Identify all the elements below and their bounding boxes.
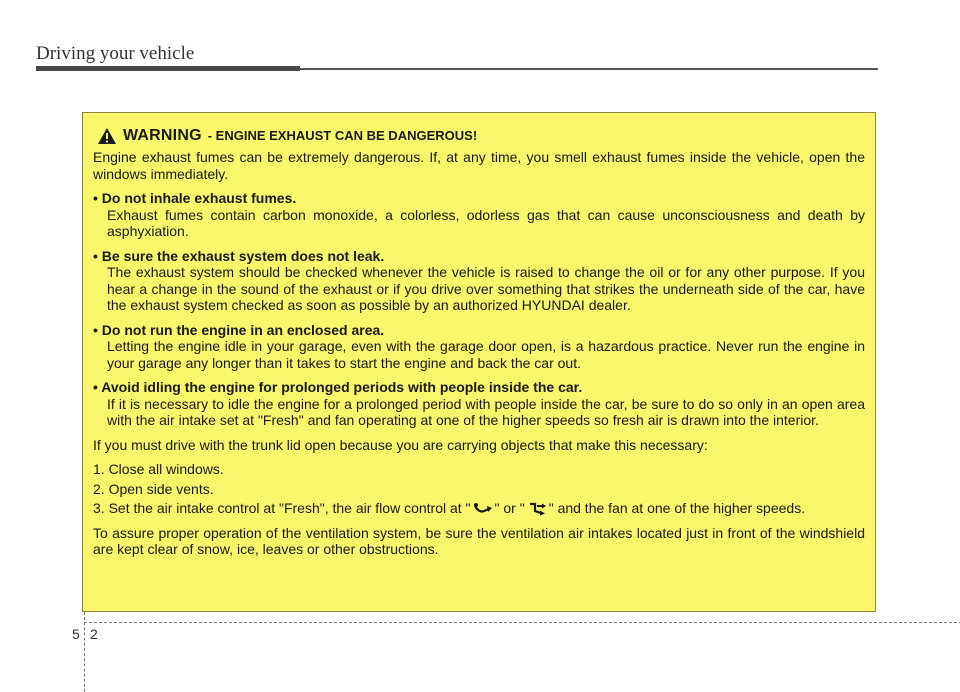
step-1: 1. Close all windows.: [93, 461, 224, 477]
warning-item: [93, 190, 865, 240]
warning-label: WARNING: [123, 126, 202, 144]
page-number: 2: [90, 626, 98, 642]
section-title: Driving your vehicle: [36, 43, 195, 64]
item-body: Exhaust fumes contain carbon monoxide, a colorless, odorless gas that can cause unconsciousness and death by asphyxiation.: [107, 206, 865, 239]
item-heading: • Avoid idling the engine for prolonged periods with people inside the car.: [93, 379, 583, 395]
step-3: [93, 500, 865, 517]
steps-list: [93, 461, 865, 517]
floor-airflow-icon: [473, 502, 493, 516]
warning-item: [93, 322, 865, 372]
item-heading: • Do not inhale exhaust fumes.: [93, 190, 297, 206]
header-rule-thick: [36, 66, 300, 71]
warning-item: [93, 248, 865, 314]
header-rule-thin: [300, 68, 878, 70]
footer-divider: [84, 612, 85, 692]
item-body: Letting the engine idle in your garage, even with the garage door open, is a hazardous practice. Never run the engine in your garage any longer than it takes to start the engine and back the car out.: [107, 338, 865, 371]
footer-rule: [84, 622, 960, 623]
warning-heading: [97, 125, 865, 147]
closing-text: To assure proper operation of the ventilation system, be sure the ventilation air intakes located just in front of the windshield are kept clear of snow, ice, leaves or other obstructions.: [93, 524, 865, 557]
item-body: The exhaust system should be checked whenever the vehicle is raised to change the oil or for any other purpose. If you hear a change in the sound of the exhaust or if you drive over something that strikes the underneath side of the car, have the exhaust system checked as soon as possible by an authorized HYUNDAI dealer.: [107, 264, 865, 313]
warning-triangle-icon: [97, 127, 117, 145]
face-floor-airflow-icon: [527, 502, 547, 516]
step-3-text-a: 3. Set the air intake control at "Fresh", the air flow control at ": [93, 500, 471, 516]
chapter-number: 5: [72, 626, 80, 642]
warning-intro: Engine exhaust fumes can be extremely dangerous. If, at any time, you smell exhaust fumes inside the vehicle, open the windows immediately.: [93, 149, 865, 182]
step-3-text-b: " or ": [494, 500, 525, 516]
trunk-intro: If you must drive with the trunk lid open because you are carrying objects that make this necessary:: [93, 436, 708, 453]
warning-box: [82, 112, 876, 612]
item-heading: • Do not run the engine in an enclosed area.: [93, 321, 385, 338]
step-2: 2. Open side vents.: [93, 480, 214, 497]
warning-item: [93, 379, 865, 429]
item-body: If it is necessary to idle the engine for a prolonged period with people inside the car, be sure to do so only in an open area with the air intake set at "Fresh" and fan operating at one of the higher speeds so fresh air is drawn into the interior.: [107, 395, 865, 428]
warning-subtitle: - ENGINE EXHAUST CAN BE DANGEROUS!: [207, 127, 478, 143]
step-3-text-c: " and the fan at one of the higher speeds.: [548, 500, 806, 516]
item-heading: • Be sure the exhaust system does not leak.: [93, 247, 385, 264]
